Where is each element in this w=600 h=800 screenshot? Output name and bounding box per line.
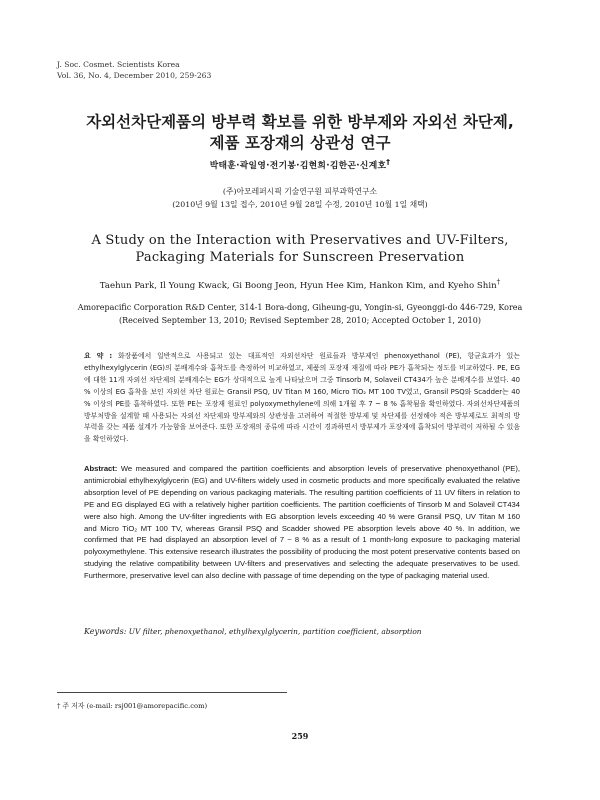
footnote-divider xyxy=(57,692,287,693)
korean-abstract xyxy=(84,351,520,446)
english-authors xyxy=(0,277,600,291)
english-abstract-text: We measured and compared the partition coefficients and absorption levels of preservative phenoxyethanol (PE), antimicrobial ethylhexylglycerin (EG) and UV-filters widely used in cosmetic products and more specifically evaluated the relative absorption level of PE depending on various packaging materials. The resulting partition coefficients of 11 UV filters in relation to PE and EG displayed EG with a relatively higher partition coefficients. The partition coefficients of Tinsorb M and Solaveil CT434 were also high. Among the UV-filter ingredients with EG absorption levels exceeding 40 % were Gransil PSQ, UV Titan M 160 and Micro TiO₂ MT 100 TV, whereas Gransil PSQ and Scadder showed PE absorption levels above 40 %. In addition, we confirmed that PE had displayed an absorption level of 7 ~ 8 % as a result of 1 month-long exposure to packaging material polyoxymethylene. This extensive research illustrates the possibility of producing the most potent preservative contents based on studying the relative compatibility between UV-filters and preservatives and selecting the adequate preservatives to be used. Furthermore, preservative level can also decline with passage of time depending on the type of packaging material used. xyxy=(84,464,520,581)
korean-dates: (2010년 9월 13일 접수, 2010년 9월 28일 수정, 2010년 10월 1일 채택) xyxy=(172,200,428,209)
english-abstract xyxy=(84,463,520,582)
korean-title xyxy=(0,112,600,154)
english-affiliation: Amorepacific Corporation R&D Center, 314-1 Bora-dong, Giheung-gu, Yongin-si, Gyeonggi-do 446-729, Korea xyxy=(77,303,523,312)
page-number: 259 xyxy=(291,731,309,741)
english-title-line2: Packaging Materials for Sunscreen Preservation xyxy=(135,250,465,265)
korean-affiliation: (주)아모레퍼시픽 기술연구원 피부과학연구소 xyxy=(222,187,378,196)
english-author-mark: † xyxy=(496,277,501,286)
english-author-names: Taehun Park, Il Young Kwack, Gi Boong Jeon, Hyun Hee Kim, Hankon Kim, and Kyeho Shin xyxy=(99,280,497,291)
english-dates: (Received September 13, 2010; Revised September 28, 2010; Accepted October 1, 2010) xyxy=(119,316,481,325)
korean-title-line2: 제품 포장재의 상관성 연구 xyxy=(209,134,391,152)
english-title xyxy=(0,232,600,266)
english-affiliation-block xyxy=(0,301,600,327)
korean-authors xyxy=(0,157,600,171)
journal-volume: Vol. 36, No. 4, December 2010, 259-263 xyxy=(57,71,212,80)
journal-name: J. Soc. Cosmet. Scientists Korea xyxy=(57,60,180,69)
korean-title-line1: 자외선차단제품의 방부력 확보를 위한 방부제와 자외선 차단제, xyxy=(86,113,514,131)
english-abstract-label: Abstract: xyxy=(84,464,118,473)
korean-author-names: 박태훈·곽일영·전기봉·김현희·김한곤·신계호 xyxy=(209,160,387,171)
footnote: † 주 저자 (e-mail: rsj001@amorepacific.com) xyxy=(57,702,208,710)
korean-abstract-label: 요 약 : xyxy=(84,352,113,360)
english-title-line1: A Study on the Interaction with Preservatives and UV-Filters, xyxy=(91,233,509,248)
keywords-label: Keywords: xyxy=(84,627,127,636)
journal-citation xyxy=(57,59,211,81)
korean-abstract-text: 화장품에서 일반적으로 사용되고 있는 대표적인 자외선차단 원료들과 방부제인 phenoxyethanol (PE), 항균효과가 있는 ethylhexylglycerin (EG)의 분배계수와 흡착도를 측정하여 비교하였고, 제품의 포장재 재질에 따라 PE가 흡착되는 정도를 비교하였다. PE, EG에 대한 11개 자외선 차단제의 분배계수는 EG가 상대적으로 높게 나타났으며 그중 Tinsorb M, Solaveil CT434가 높은 분배계수를 보였다. 40 % 이상의 EG 흡착을 보인 자외선 차단 원료는 Gransil PSQ, UV Titan M 160, Micro TiO₂ MT 100 TV였고, Gransil PSQ와 Scadder는 40 % 이상의 PE를 흡착하였다. 또한 PE는 포장재 원료인 polyoxymethylene에 의해 1개월 후 7 ~ 8 % 흡착됨을 확인하였다. 자외선차단제품의 방부처방을 설계할 때 사용되는 자외선 차단제와 방부제와의 상관성을 고려하여 적절한 방부제 및 차단제를 선정해야 적은 방부제로도 최적의 방부력을 갖는 제품 설계가 가능함을 보여준다. 또한 포장재의 종류에 따라 시간이 경과하면서 방부제가 포장재에 흡착되어 방부력이 저하될 수 있음을 확인하였다. xyxy=(84,352,520,444)
keywords-text: UV filter, phenoxyethanol, ethylhexylglycerin, partition coefficient, absorption xyxy=(128,627,422,636)
korean-author-mark: † xyxy=(386,157,391,166)
korean-affiliation-block xyxy=(0,185,600,211)
keywords xyxy=(84,627,520,636)
